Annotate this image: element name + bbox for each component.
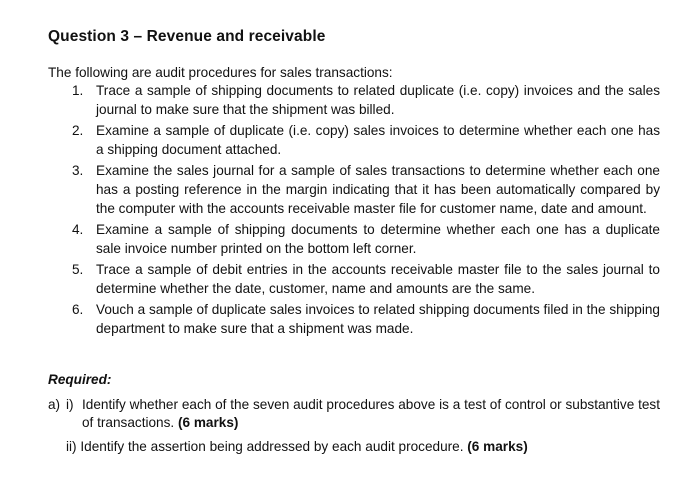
procedure-number: 5. [72,262,84,277]
part-a-i [48,396,660,432]
sub-i-text: Identify whether each of the seven audit procedures above is a test of control or substantive test of transactions. [82,397,660,430]
procedure-text: Examine the sales journal for a sample of sales transactions to determine whether each one has a posting reference in the margin indicating that it has been automatically compared by the computer with the accounts receivable master file for customer name, date and amount. [96,163,660,216]
procedure-text: Trace a sample of debit entries in the accounts receivable master file to the sales journal to determine whether the date, customer, name and amounts are the same. [96,262,660,296]
required-heading: Required: [48,372,112,387]
list-item [48,260,660,298]
sub-i-content [82,396,660,432]
list-item [48,161,660,218]
procedure-number: 4. [72,222,84,237]
intro-text: The following are audit procedures for sales transactions: [48,65,393,80]
procedure-list [48,81,660,340]
procedure-number: 1. [72,83,84,98]
sub-ii-marks: (6 marks) [467,439,528,454]
part-a-label: a) [48,397,61,412]
sub-i-marks: (6 marks) [177,415,239,430]
part-a-ii [66,438,660,456]
procedure-text: Examine a sample of shipping documents to determine whether each one has a duplicate sale invoice number printed on the bottom left corner. [96,222,660,256]
list-item [48,300,660,338]
procedure-number: 3. [72,163,84,178]
sub-i-label: i) [66,397,74,412]
procedure-text: Examine a sample of duplicate (i.e. copy) sales invoices to determine whether each one has a shipping document attached. [96,123,660,157]
procedure-text: Trace a sample of shipping documents to related duplicate (i.e. copy) invoices and the sales journal to make sure that the shipment was billed. [96,83,660,117]
list-item [48,81,660,119]
question-title: Question 3 – Revenue and receivable [48,28,326,45]
sub-ii-text: Identify the assertion being addressed by each audit procedure. [80,439,464,454]
procedure-number: 2. [72,123,84,138]
list-item [48,121,660,159]
procedure-number: 6. [72,302,84,317]
list-item [48,220,660,258]
procedure-text: Vouch a sample of duplicate sales invoices to related shipping documents filed in the shipping department to make sure that a shipment was made. [96,302,660,336]
sub-ii-label: ii) [66,439,77,454]
